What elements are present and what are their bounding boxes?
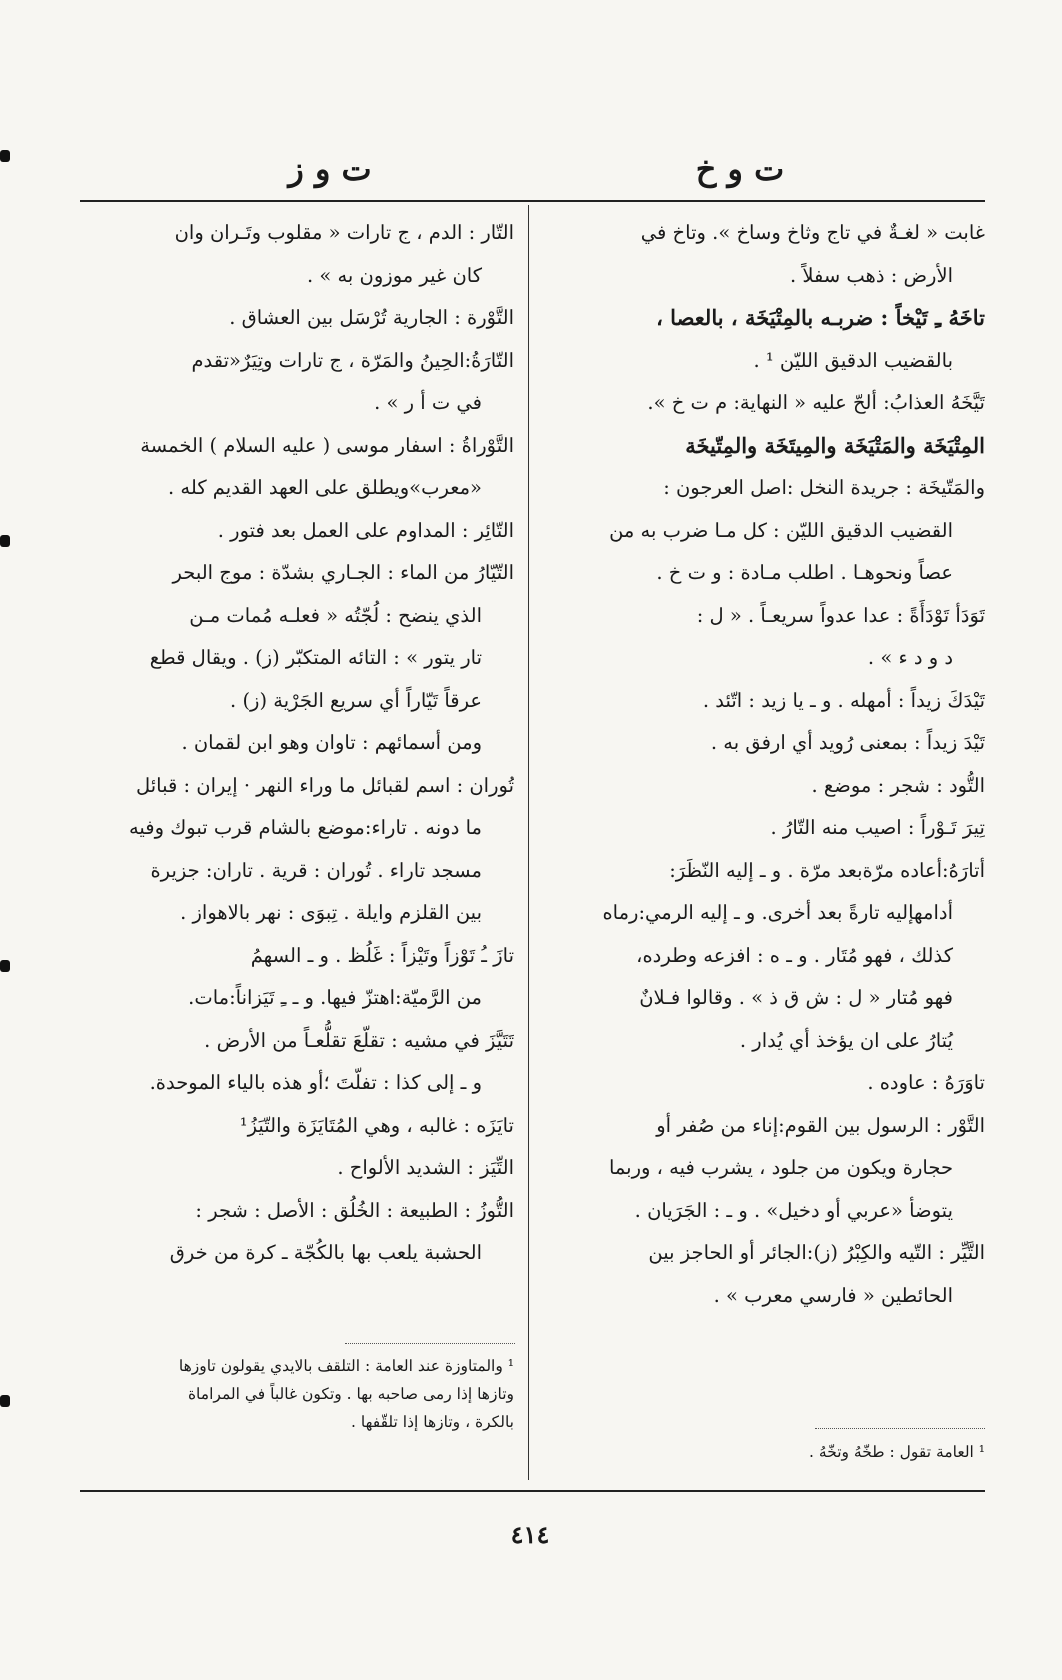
entry-line: التَّوْر : الرسول بين القوم:إناء من صُفر أو xyxy=(656,1113,985,1137)
entry-line: تَيْدَ زيداً : بمعنى رُويد أي ارفق به . xyxy=(710,731,985,754)
column-separator xyxy=(528,205,529,1480)
entry-line: تُوران : اسم لقبائل ما وراء النهر · إيران : قبائل xyxy=(135,773,514,797)
header-rule xyxy=(80,200,985,202)
entry-line: التَّيِّر : التّيه والكِبْرُ (ز):الجائر أو الحاجز بين xyxy=(648,1241,985,1264)
entry-line: التِّيَز : الشديد الألواح . xyxy=(337,1156,514,1179)
entry-line: ومن أسمائهم : تاوان وهو ابن لقمان . xyxy=(181,731,482,754)
left-column xyxy=(82,212,514,1275)
entry-line: تَوَدَأ تَوْدَأَةً : عدا عدواً سريعـاً . « ل : xyxy=(696,603,985,627)
entry-line: تازَ ـُ تَوْزاً وتَيْزاً : غَلُظ . و ـ السهمُ xyxy=(250,943,514,967)
entry-line: في ت أ ر » . xyxy=(374,391,482,414)
scan-mark xyxy=(0,960,10,972)
footnote-line: وتازها إذا رمى صاحبه بها . وتكون غالباً في المراماة xyxy=(187,1385,514,1403)
footnote-right: ¹ العامة تقول : طخّهُ وتخّهُ . xyxy=(809,1443,985,1461)
entry-line: تار يتور » : التائه المتكبّر (ز) . ويقال قطع xyxy=(149,646,482,669)
entry-line: حجارة ويكون من جلود ، يشرب فيه ، وربما xyxy=(608,1156,953,1179)
entry-line: تايَزَه : غالبه ، وهي المُتَايَزَة والتّيَزُ¹ xyxy=(239,1113,514,1137)
entry-line: تاخَهُ ـِ تَيْخاً : ضربـه بالمِتْيَخَة ، بالعصا ، xyxy=(656,305,985,330)
entry-line: يُتارُ على ان يؤخذ أي يُدار . xyxy=(739,1028,953,1052)
entry-line: كذلك ، فهو مُتَار . و ـ ه : افزعه وطرده، xyxy=(636,943,953,967)
footnote-line: بالكرة ، وتازها إذا تلقّفها . xyxy=(351,1413,514,1431)
entry-line: و ـ إلى كذا : تفلّتَ ؛أو هذه بالياء الموحدة. xyxy=(149,1071,482,1094)
entry-line: التُّوزُ : الطبيعة : الخُلُق : الأصل : شجر : xyxy=(195,1198,514,1222)
running-header-left: ت و ز xyxy=(288,150,372,188)
footnote-rule-right xyxy=(815,1428,985,1429)
entry-line: الأرض : ذهب سفلاً . xyxy=(789,263,953,287)
entry-line: د و د ء » . xyxy=(867,646,953,669)
entry-line: عصاً ونحوهـا . اطلب مـادة : و ت خ . xyxy=(656,561,953,584)
entry-line: التّارَةُ:الحِينُ والمَرّة ، ج تارات وتِيَرٌ«تقدم xyxy=(191,348,514,372)
scan-mark xyxy=(0,535,10,547)
scan-mark xyxy=(0,1395,10,1407)
entry-line: تاوَرَهُ : عاوده . xyxy=(867,1071,985,1094)
entry-line: القضيب الدقيق الليّن : كل مـا ضرب به من xyxy=(609,518,953,542)
entry-line: من الرَّميّة:اهتزّ فيها. و ـ ـِ تَيَزاناً:مات. xyxy=(188,986,482,1009)
entry-line: أدامهإليه تارةً بعد أخرى. و ـ إليه الرمي:رماه xyxy=(602,901,953,924)
footnote-line: ¹ والمتاوزة عند العامة : التلقف بالايدي يقولون تاوزها xyxy=(178,1357,514,1375)
running-header-right: ت و خ xyxy=(695,150,785,188)
entry-line: عرقاً تَيّاراً أي سريع الجَرْية (ز) . xyxy=(230,688,482,712)
entry-line: كان غير موزون به » . xyxy=(306,263,482,287)
entry-line: التَّوْرة : الجارية تُرْسَل بين العشاق . xyxy=(229,306,514,329)
entry-line: يتوضأ «عربي أو دخيل» . و ـ : الجَرَيان . xyxy=(634,1198,953,1222)
entry-line: ما دونه . تاراء:موضع بالشام قرب تبوك وفيه xyxy=(128,816,482,839)
entry-line: تَتَيَّزَ في مشيه : تقلّعَ تقلُّعـاً من الأرض . xyxy=(204,1028,514,1052)
entry-line: التُّود : شجر : موضع . xyxy=(811,773,985,797)
entry-line: بين القلزم وايلة . تِبوَى : نهر بالاهواز . xyxy=(180,901,482,924)
entry-line: الذي ينضح : لُجّتُه « فعلـه مُمات مـن xyxy=(189,603,482,627)
entry-line: التَّوْراةُ : اسفار موسى ( عليه السلام ) الخمسة xyxy=(140,433,514,457)
entry-line: فهو مُتار « ل : ش ق ذ » . وقالوا فـلانٌ xyxy=(639,986,953,1009)
footnote-rule-left xyxy=(345,1343,515,1344)
entry-line: غابت « لغـةٌ في تاج وثاخ وساخ ». وتاخ في xyxy=(640,221,985,244)
entry-line: تِيرَ تَـوْراً : اصيب منه التّارُ . xyxy=(770,816,985,839)
right-column xyxy=(545,212,985,1317)
entry-line: «معرب»ويطلق على العهد القديم كله . xyxy=(168,476,482,499)
entry-line: تَيْدَكَ زيداً : أمهله . و ـ يا زيد : اتّئد . xyxy=(702,688,985,712)
entry-line: والمَتّيخَة : جريدة النخل :اصل العرجون : xyxy=(663,476,985,499)
scan-mark xyxy=(0,150,10,162)
entry-line: الحائطين « فارسي معرب » . xyxy=(713,1283,953,1307)
footnote-left xyxy=(82,1352,514,1436)
entry-line: مسجد تاراء . تُوران : قرية . تاران: جزيرة xyxy=(150,858,482,882)
entry-line: التّيّارُ من الماء : الجـاري بشدّة : موج البحر xyxy=(172,561,514,584)
entry-line: تَيَّخَهُ العذابُ: ألحّ عليه « النهاية: م ت خ ». xyxy=(647,391,985,414)
entry-line: التّائِر : المداوم على العمل بعد فتور . xyxy=(217,518,514,542)
entry-line: المِتْيَخَة والمَتْيَخَة والمِيتَخَة والمِتّيخَة xyxy=(685,432,985,458)
entry-line: التّار : الدم ، ج تارات « مقلوب وتَـران وان xyxy=(174,221,514,244)
entry-line: أتارَهُ:أعاده مرّةبعد مرّة . و ـ إليه النّظَرَ: xyxy=(669,858,985,882)
entry-line: بالقضيب الدقيق الليّن ¹ . xyxy=(753,348,953,372)
entry-line: الحشبة يلعب بها بالكُجّة ـ كرة من خرق xyxy=(169,1241,482,1264)
page-number: ٤١٤ xyxy=(510,1520,550,1549)
footer-rule xyxy=(80,1490,985,1492)
